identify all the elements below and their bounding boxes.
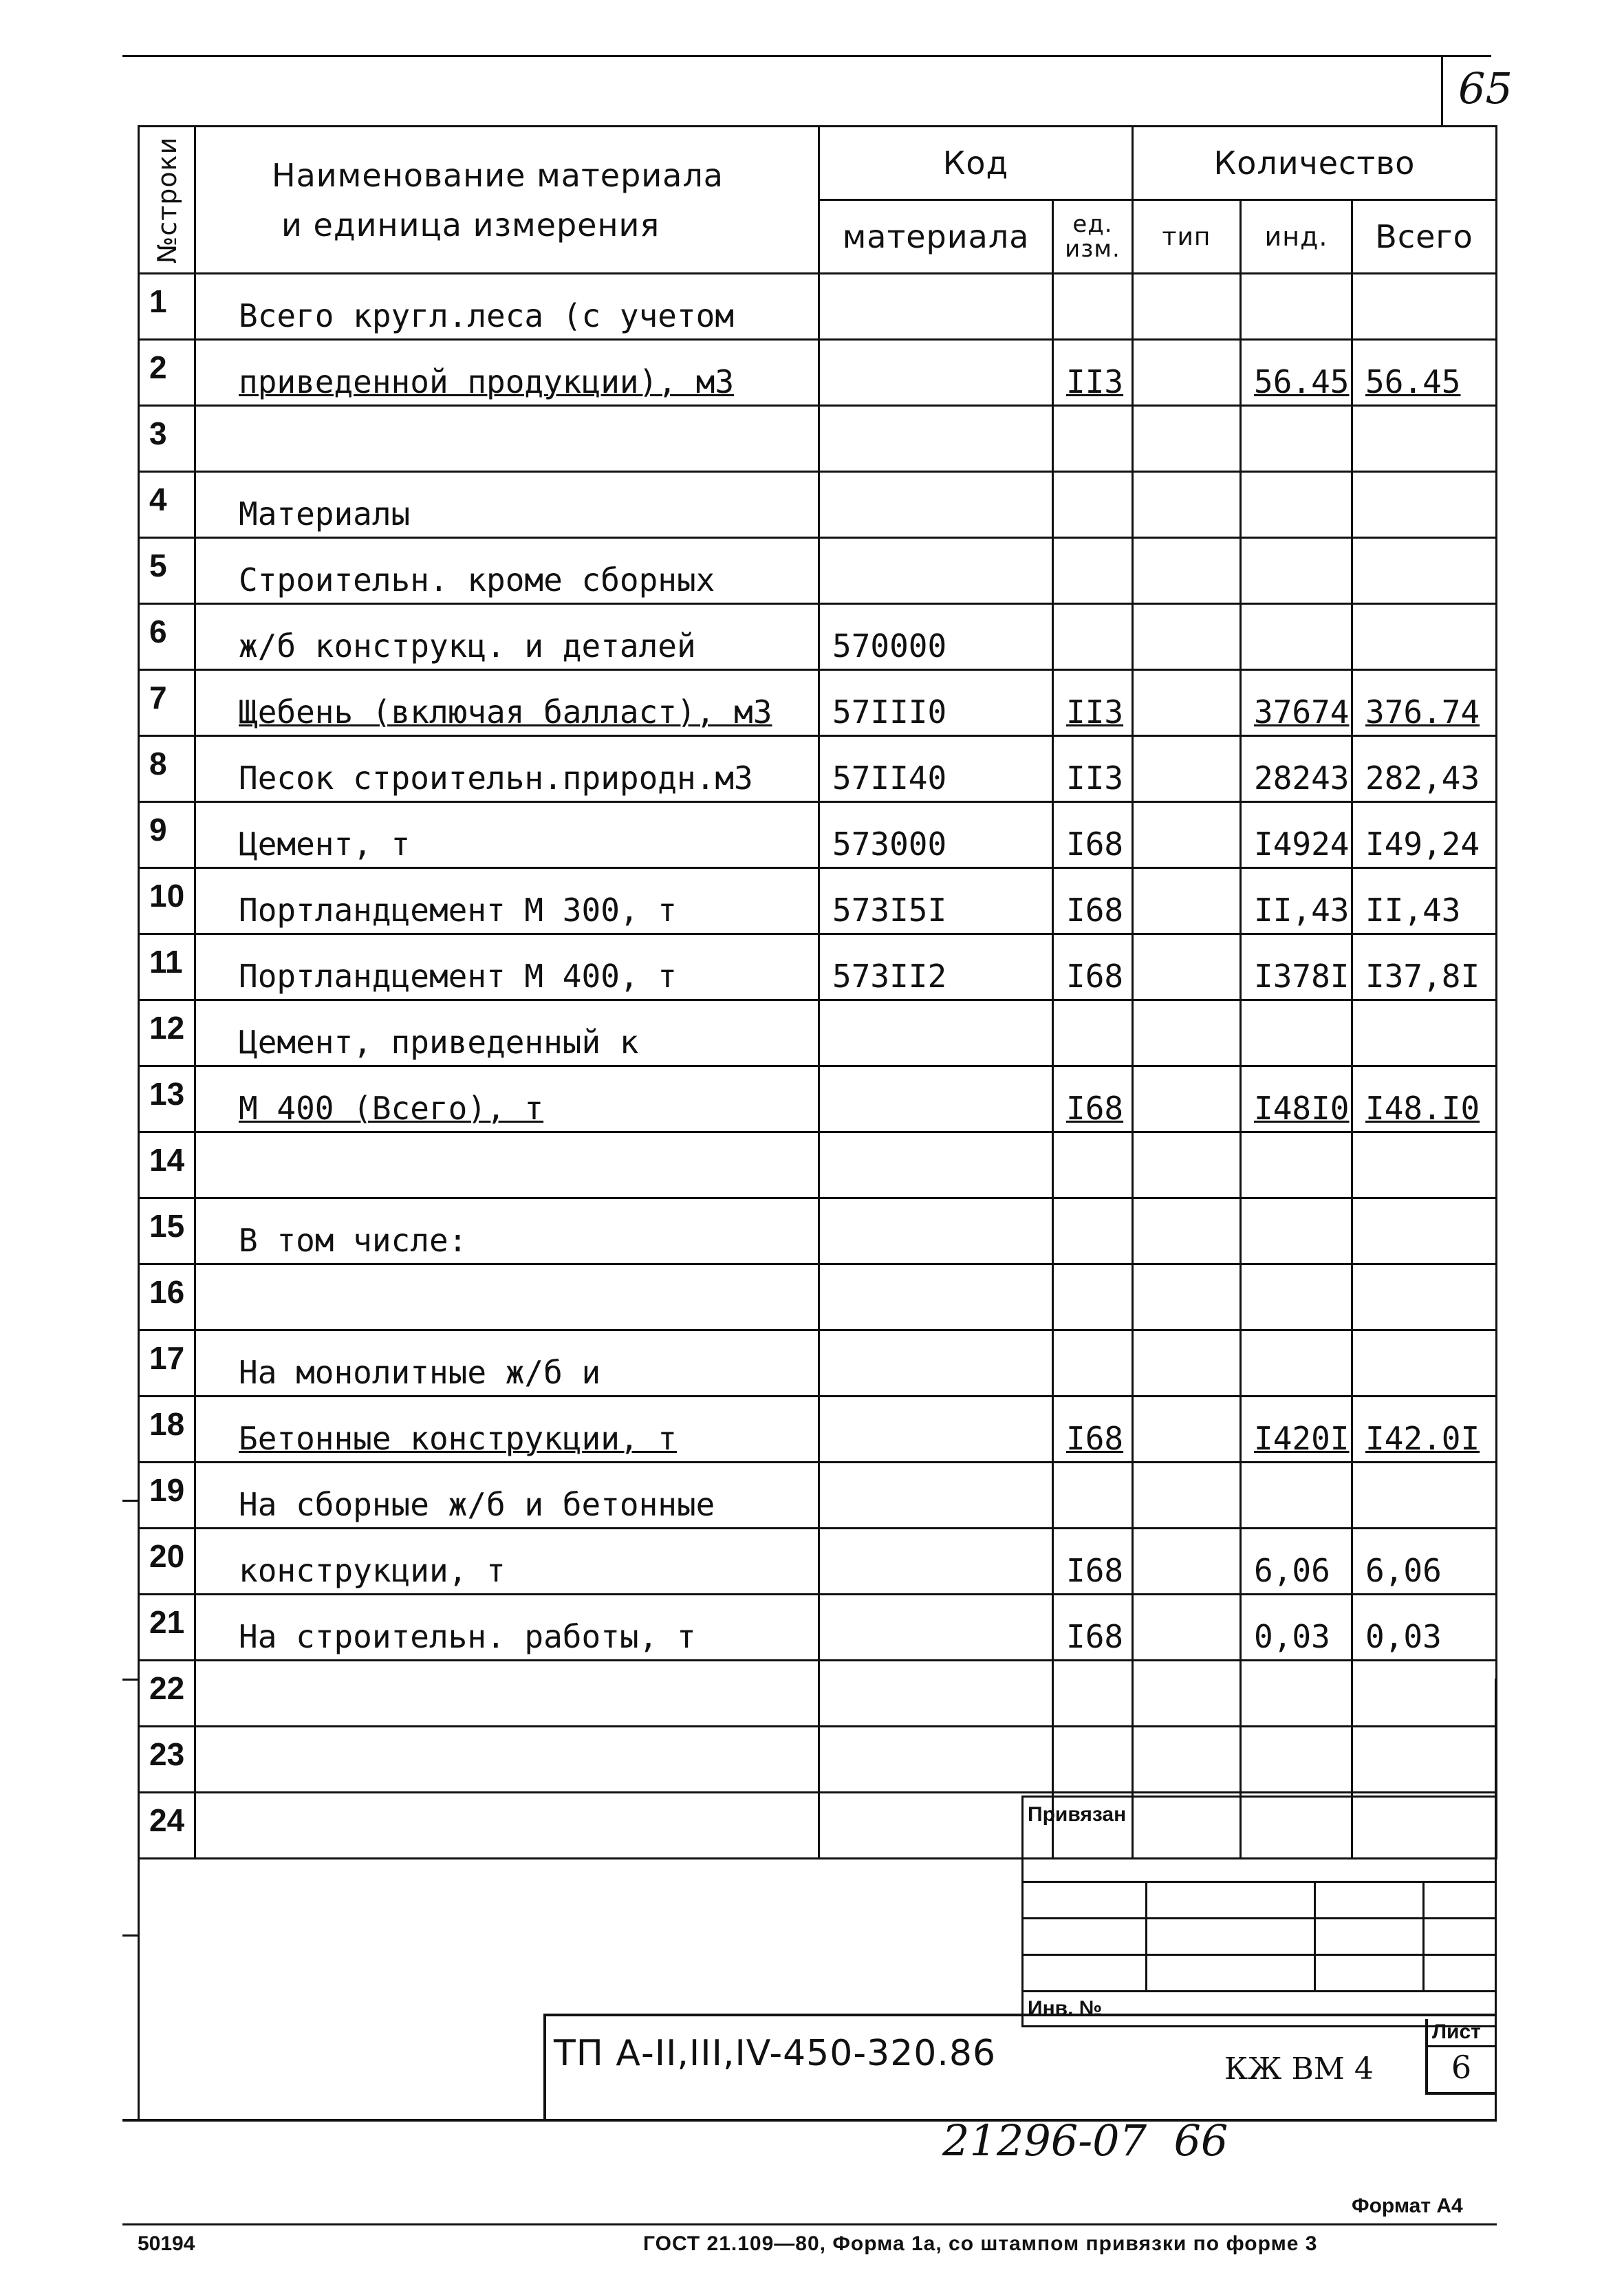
material-code	[819, 340, 1053, 406]
unit-code: I68	[1053, 1529, 1133, 1595]
qty-ind	[1241, 604, 1352, 670]
qty-total	[1352, 274, 1497, 340]
margin-tick-1	[122, 1500, 139, 1502]
row-number: 4	[139, 472, 195, 538]
qty-total: 0,03	[1352, 1595, 1497, 1661]
material-code	[819, 1793, 1053, 1859]
inv-label: Инв. №	[1023, 1992, 1496, 2027]
qty-ind	[1241, 274, 1352, 340]
qty-total: I49,24	[1352, 802, 1497, 868]
materials-table	[138, 125, 1497, 1859]
qty-ind: 28243	[1241, 736, 1352, 802]
row-number: 12	[139, 1000, 195, 1066]
qty-total	[1352, 604, 1497, 670]
handwritten-number: 21296-07 66	[942, 2115, 1228, 2166]
page-number-box-left	[1441, 55, 1443, 127]
qty-ind: I378I	[1241, 934, 1352, 1000]
unit-code	[1053, 1661, 1133, 1727]
table-row	[139, 1264, 1497, 1330]
material-name: конструкции, т	[195, 1529, 819, 1595]
qty-total	[1352, 1264, 1497, 1330]
qty-ind	[1241, 1198, 1352, 1264]
qty-type	[1133, 274, 1241, 340]
table-row	[139, 472, 1497, 538]
material-name: Песок строительн.природн.м3	[195, 736, 819, 802]
row-number: 17	[139, 1330, 195, 1397]
sheet-number: 6	[1451, 2049, 1472, 2086]
qty-type	[1133, 670, 1241, 736]
qty-ind	[1241, 1727, 1352, 1793]
material-name: Бетонные конструкции, т	[195, 1397, 819, 1463]
unit-code: II3	[1053, 736, 1133, 802]
row-number: 16	[139, 1264, 195, 1330]
material-code	[819, 274, 1053, 340]
qty-type-header: тип	[1133, 200, 1241, 274]
page-number: 65	[1458, 63, 1513, 114]
row-number: 21	[139, 1595, 195, 1661]
qty-total	[1352, 1661, 1497, 1727]
unit-code	[1053, 406, 1133, 472]
material-code	[819, 1463, 1053, 1529]
table-row	[139, 802, 1497, 868]
row-number: 8	[139, 736, 195, 802]
qty-ind	[1241, 1463, 1352, 1529]
qty-ind: II,43	[1241, 868, 1352, 934]
qty-ind: I48I0	[1241, 1066, 1352, 1132]
row-number: 2	[139, 340, 195, 406]
qty-type	[1133, 802, 1241, 868]
table-row	[139, 274, 1497, 340]
qty-total: I42.0I	[1352, 1397, 1497, 1463]
unit-code	[1053, 1727, 1133, 1793]
table-row	[139, 406, 1497, 472]
qty-total: II,43	[1352, 868, 1497, 934]
table-row	[139, 1066, 1497, 1132]
qty-type	[1133, 1397, 1241, 1463]
row-number: 6	[139, 604, 195, 670]
project-code: ТП А-II,III,IV-450-320.86	[554, 2033, 997, 2074]
qty-type	[1133, 1264, 1241, 1330]
material-name: На строительн. работы, т	[195, 1595, 819, 1661]
qty-type	[1133, 1661, 1241, 1727]
qty-ind	[1241, 1264, 1352, 1330]
material-code	[819, 538, 1053, 604]
material-code: 570000	[819, 604, 1053, 670]
qty-total: I37,8I	[1352, 934, 1497, 1000]
row-number: 3	[139, 406, 195, 472]
table-row	[139, 1727, 1497, 1793]
material-name: Щебень (включая балласт), м3	[195, 670, 819, 736]
material-code	[819, 1661, 1053, 1727]
table-row	[139, 340, 1497, 406]
table-row	[139, 1661, 1497, 1727]
qty-total	[1352, 538, 1497, 604]
unit-code: I68	[1053, 802, 1133, 868]
material-name: На монолитные ж/б и	[195, 1330, 819, 1397]
qty-type	[1133, 1727, 1241, 1793]
row-number: 15	[139, 1198, 195, 1264]
name-label-2: и единица измерения	[281, 206, 660, 244]
code-header: Код	[819, 127, 1133, 200]
material-code	[819, 406, 1053, 472]
unit-code: I68	[1053, 868, 1133, 934]
qty-type	[1133, 1463, 1241, 1529]
doc-code: КЖ ВМ 4	[1224, 2051, 1374, 2087]
code-material-header: материала	[819, 200, 1053, 274]
table-row	[139, 1198, 1497, 1264]
row-number: 20	[139, 1529, 195, 1595]
material-name: В том числе:	[195, 1198, 819, 1264]
unit-code	[1053, 472, 1133, 538]
unit-code: I68	[1053, 1066, 1133, 1132]
material-code	[819, 1264, 1053, 1330]
material-name	[195, 1661, 819, 1727]
table-row	[139, 1132, 1497, 1198]
table-row	[139, 670, 1497, 736]
unit-code	[1053, 604, 1133, 670]
binding-stamp	[1021, 1796, 1497, 2027]
material-code	[819, 472, 1053, 538]
qty-ind	[1241, 472, 1352, 538]
unit-code	[1053, 274, 1133, 340]
material-name: Материалы	[195, 472, 819, 538]
qty-ind	[1241, 1000, 1352, 1066]
material-name	[195, 406, 819, 472]
material-name	[195, 1132, 819, 1198]
top-rule	[122, 55, 1491, 57]
unit-code	[1053, 1132, 1133, 1198]
row-number: 22	[139, 1661, 195, 1727]
row-number: 18	[139, 1397, 195, 1463]
qty-type	[1133, 934, 1241, 1000]
table-row	[139, 736, 1497, 802]
table-body	[139, 274, 1497, 1859]
qty-ind: I4924	[1241, 802, 1352, 868]
qty-total-header: Всего	[1352, 200, 1497, 274]
qty-total	[1352, 1330, 1497, 1397]
material-code	[819, 1727, 1053, 1793]
row-number: 7	[139, 670, 195, 736]
qty-type	[1133, 604, 1241, 670]
row-number: 19	[139, 1463, 195, 1529]
table-row	[139, 604, 1497, 670]
qty-type	[1133, 1132, 1241, 1198]
material-code	[819, 1330, 1053, 1397]
material-code: 573000	[819, 802, 1053, 868]
material-name	[195, 1264, 819, 1330]
material-name: М 400 (Всего), т	[195, 1066, 819, 1132]
qty-type	[1133, 538, 1241, 604]
material-name: Портландцемент М 300, т	[195, 868, 819, 934]
row-number: 10	[139, 868, 195, 934]
code-unit-header: ед. изм.	[1053, 200, 1133, 274]
material-name	[195, 1793, 819, 1859]
row-number: 24	[139, 1793, 195, 1859]
qty-total	[1352, 472, 1497, 538]
row-no-header	[139, 127, 195, 274]
qty-type	[1133, 1595, 1241, 1661]
row-no-label: №строки	[151, 136, 182, 263]
row-number: 13	[139, 1066, 195, 1132]
row-number: 14	[139, 1132, 195, 1198]
table-row	[139, 1529, 1497, 1595]
material-code	[819, 1132, 1053, 1198]
qty-total: 56.45	[1352, 340, 1497, 406]
material-code: 57III0	[819, 670, 1053, 736]
qty-type	[1133, 868, 1241, 934]
qty-type	[1133, 1066, 1241, 1132]
row-number: 11	[139, 934, 195, 1000]
qty-ind	[1241, 1330, 1352, 1397]
footer-rule	[122, 2223, 1497, 2225]
material-name: ж/б конструкц. и деталей	[195, 604, 819, 670]
material-code	[819, 1529, 1053, 1595]
qty-total	[1352, 1132, 1497, 1198]
qty-ind: 0,03	[1241, 1595, 1352, 1661]
footer-standard: ГОСТ 21.109—80, Форма 1а, со штампом привязки по форме 3	[643, 2232, 1318, 2255]
qty-ind: 56.45	[1241, 340, 1352, 406]
material-code: 573I5I	[819, 868, 1053, 934]
unit-code: I68	[1053, 934, 1133, 1000]
footer-left-code: 50194	[138, 2232, 195, 2255]
qty-ind: 37674	[1241, 670, 1352, 736]
material-name: Строительн. кроме сборных	[195, 538, 819, 604]
material-code	[819, 1066, 1053, 1132]
margin-tick-3	[122, 1934, 139, 1937]
unit-code: I68	[1053, 1595, 1133, 1661]
qty-ind-header: инд.	[1241, 200, 1352, 274]
unit-code	[1053, 1264, 1133, 1330]
unit-code	[1053, 538, 1133, 604]
row-number: 23	[139, 1727, 195, 1793]
unit-code	[1053, 1463, 1133, 1529]
name-label-1: Наименование материала	[272, 156, 724, 194]
unit-code: I68	[1053, 1397, 1133, 1463]
qty-total	[1352, 1198, 1497, 1264]
qty-type	[1133, 1529, 1241, 1595]
table-row	[139, 1000, 1497, 1066]
material-code: 573II2	[819, 934, 1053, 1000]
material-code	[819, 1595, 1053, 1661]
sheet-box	[1425, 2019, 1495, 2095]
qty-header: Количество	[1133, 127, 1497, 200]
qty-total	[1352, 1000, 1497, 1066]
bound-label: Привязан	[1023, 1797, 1496, 1882]
qty-total	[1352, 1727, 1497, 1793]
qty-ind	[1241, 538, 1352, 604]
material-name: приведенной продукции), м3	[195, 340, 819, 406]
qty-ind	[1241, 406, 1352, 472]
table-row	[139, 868, 1497, 934]
unit-code: II3	[1053, 670, 1133, 736]
unit-code	[1053, 1330, 1133, 1397]
qty-ind	[1241, 1132, 1352, 1198]
row-number: 1	[139, 274, 195, 340]
qty-ind: I420I	[1241, 1397, 1352, 1463]
qty-ind	[1241, 1661, 1352, 1727]
qty-total	[1352, 1463, 1497, 1529]
material-code	[819, 1000, 1053, 1066]
table-row	[139, 1595, 1497, 1661]
qty-type	[1133, 1198, 1241, 1264]
table-row	[139, 1330, 1497, 1397]
margin-tick-2	[122, 1679, 139, 1681]
qty-type	[1133, 1000, 1241, 1066]
sheet-label: Лист	[1428, 2019, 1495, 2047]
qty-total: 376.74	[1352, 670, 1497, 736]
material-name: Всего кругл.леса (с учетом	[195, 274, 819, 340]
header-row-1	[139, 127, 1497, 200]
qty-type	[1133, 340, 1241, 406]
table-row	[139, 1397, 1497, 1463]
row-number: 9	[139, 802, 195, 868]
qty-type	[1133, 1330, 1241, 1397]
material-code	[819, 1397, 1053, 1463]
material-name: Цемент, т	[195, 802, 819, 868]
name-header	[195, 127, 819, 274]
unit-code: II3	[1053, 340, 1133, 406]
table-row	[139, 538, 1497, 604]
qty-total: 6,06	[1352, 1529, 1497, 1595]
unit-code	[1053, 1198, 1133, 1264]
material-name: Портландцемент М 400, т	[195, 934, 819, 1000]
qty-type	[1133, 736, 1241, 802]
format-label: Формат А4	[1352, 2195, 1463, 2217]
unit-code	[1053, 1000, 1133, 1066]
qty-total	[1352, 406, 1497, 472]
material-name	[195, 1727, 819, 1793]
material-name: Цемент, приведенный к	[195, 1000, 819, 1066]
material-name: На сборные ж/б и бетонные	[195, 1463, 819, 1529]
material-code: 57II40	[819, 736, 1053, 802]
qty-ind: 6,06	[1241, 1529, 1352, 1595]
row-number: 5	[139, 538, 195, 604]
table-row	[139, 1463, 1497, 1529]
qty-type	[1133, 406, 1241, 472]
qty-total: 282,43	[1352, 736, 1497, 802]
material-code	[819, 1198, 1053, 1264]
qty-total: I48.I0	[1352, 1066, 1497, 1132]
table-row	[139, 934, 1497, 1000]
qty-type	[1133, 472, 1241, 538]
